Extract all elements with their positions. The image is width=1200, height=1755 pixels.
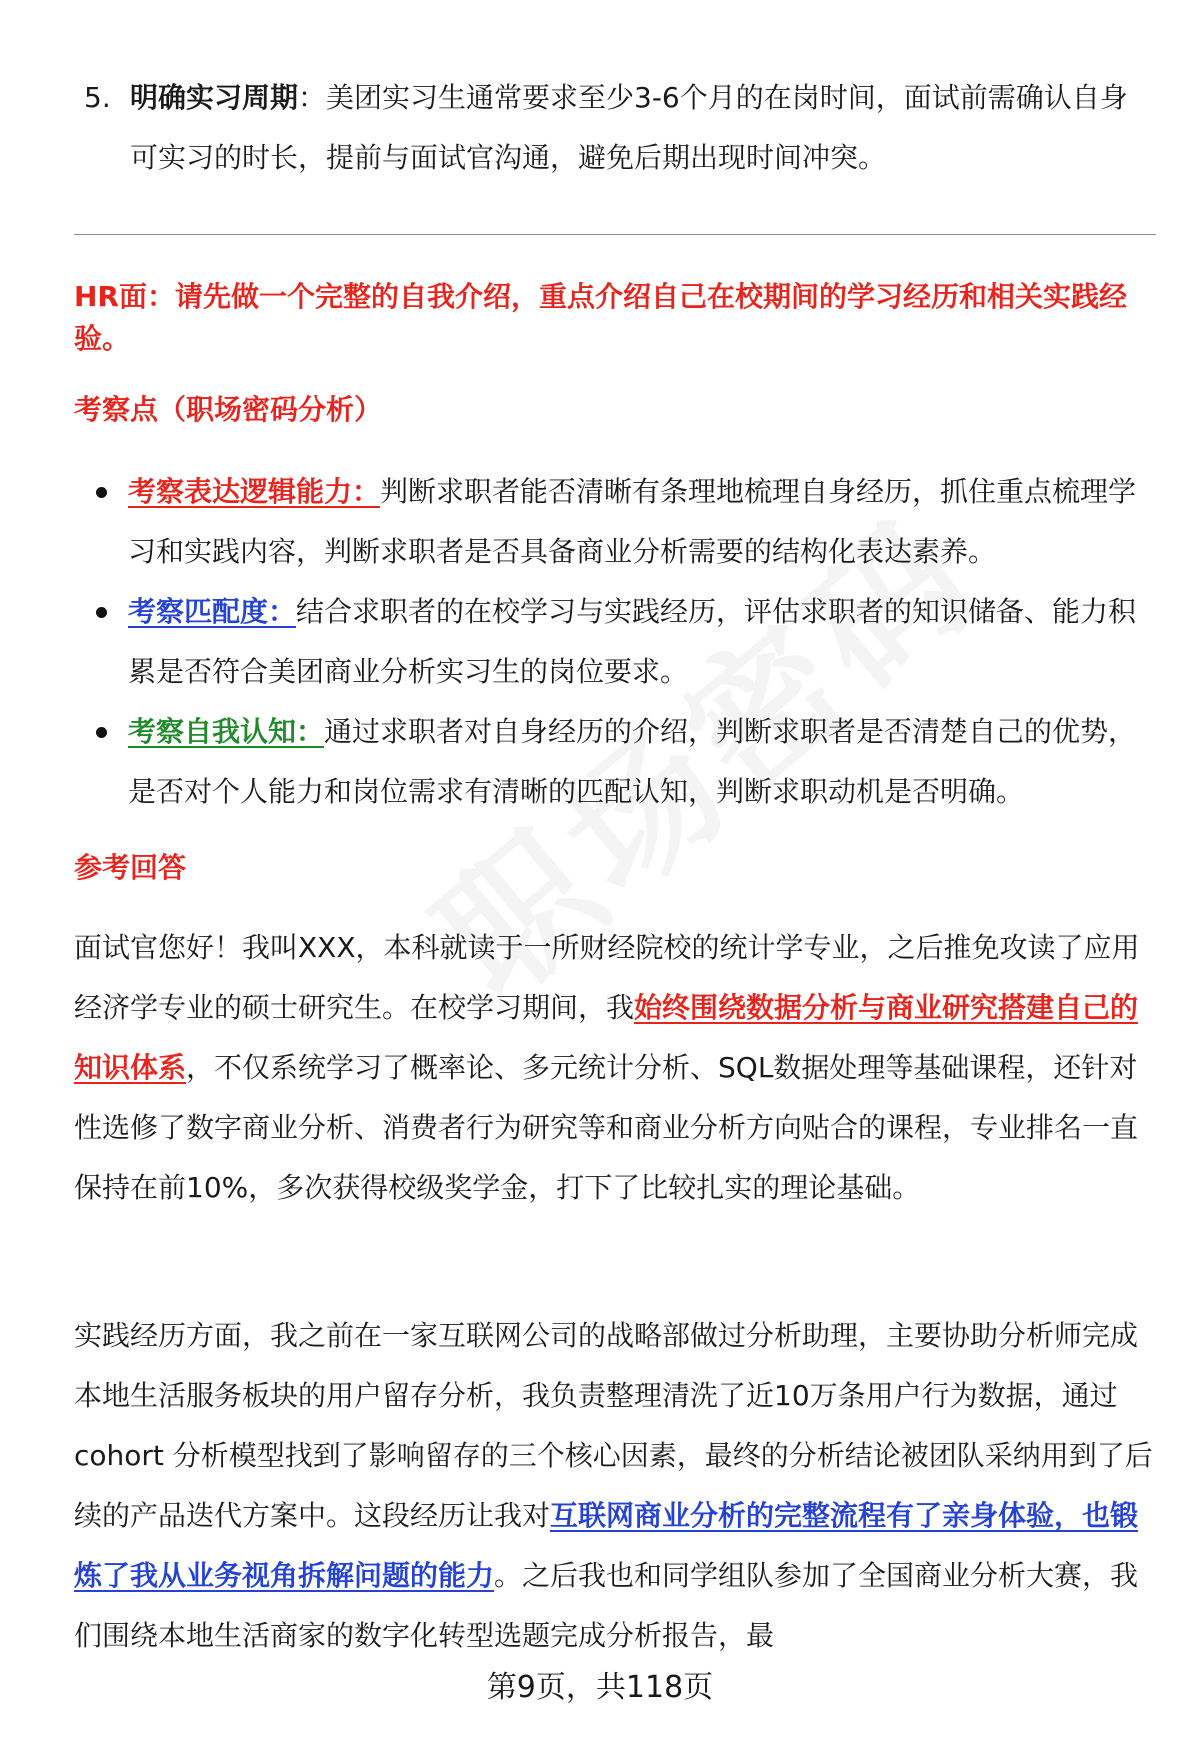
para2-highlight: 互联网商业分析的完整流程有了亲身体验，也锻炼了我从业务视角拆解问题的能力 <box>74 1499 1139 1592</box>
para1-before: 面试官您好！我叫XXX，本科就读于一所财经院校的统计学专业，之后推免攻读了应用经济学专业的硕士研究生。在校学习期间，我 <box>74 931 1140 1024</box>
para1-highlight: 始终围绕数据分析与商业研究搭建自己的知识体系 <box>74 991 1139 1084</box>
answer-paragraph-1 <box>74 918 1154 1218</box>
assess-item <box>96 582 1156 702</box>
page-footer: 第9页，共118页 <box>486 1670 714 1705</box>
para2-after: 。之后我也和同学组队参加了全国商业分析大赛，我们围绕本地生活商家的数字化转型选题完成分析报告，最 <box>74 1559 1139 1652</box>
numbered-item-5 <box>84 68 1144 188</box>
assess-keyword: 考察表达逻辑能力： <box>128 475 381 508</box>
assess-keyword: 考察自我认知： <box>128 715 325 748</box>
bullet-dot-icon <box>96 727 107 738</box>
item-number: 5. <box>84 81 111 114</box>
answer-paragraph-2 <box>74 1306 1154 1666</box>
assess-text: 通过求职者对自身经历的介绍，判断求职者是否清楚自己的优势，是否对个人能力和岗位需求有清晰的匹配认知，判断求职动机是否明确。 <box>128 715 1137 808</box>
para1-after: ，不仅系统学习了概率论、多元统计分析、SQL数据处理等基础课程，还针对性选修了数字商业分析、消费者行为研究等和商业分析方向贴合的课程，专业排名一直保持在前10%，多次获得校级奖学金，打下了比较扎实的理论基础。 <box>74 1051 1139 1204</box>
interview-question: HR面：请先做一个完整的自我介绍，重点介绍自己在校期间的学习经历和相关实践经验。 <box>74 280 1127 355</box>
assess-item <box>96 462 1156 582</box>
assess-item <box>96 702 1156 822</box>
item-body: ：美团实习生通常要求至少3-6个月的在岗时间，面试前需确认自身可实习的时长，提前与面试官沟通，避免后期出现时间冲突。 <box>130 81 1128 174</box>
assess-text: 判断求职者能否清晰有条理地梳理自身经历，抓住重点梳理学习和实践内容，判断求职者是否具备商业分析需要的结构化表达素养。 <box>128 475 1137 568</box>
para2-before: 实践经历方面，我之前在一家互联网公司的战略部做过分析助理，主要协助分析师完成本地生活服务板块的用户留存分析，我负责整理清洗了近10万条用户行为数据，通过 cohort 分析模型找到了影响留存的三个核心因素，最终的分析结论被团队采纳用到了后续的产品迭代方案中。这段经历让我对 <box>74 1319 1153 1532</box>
bullet-dot-icon <box>96 487 107 498</box>
divider <box>74 234 1156 235</box>
item-text <box>130 68 1144 188</box>
answer-heading: 参考回答 <box>74 851 187 884</box>
bullet-dot-icon <box>96 607 107 618</box>
assess-keyword: 考察匹配度： <box>128 595 297 628</box>
assess-list <box>96 462 1156 822</box>
assess-heading: 考察点（职场密码分析） <box>74 393 383 426</box>
item-title: 明确实习周期 <box>130 81 299 114</box>
assess-text: 结合求职者的在校学习与实践经历，评估求职者的知识储备、能力积累是否符合美团商业分析实习生的岗位要求。 <box>128 595 1137 688</box>
